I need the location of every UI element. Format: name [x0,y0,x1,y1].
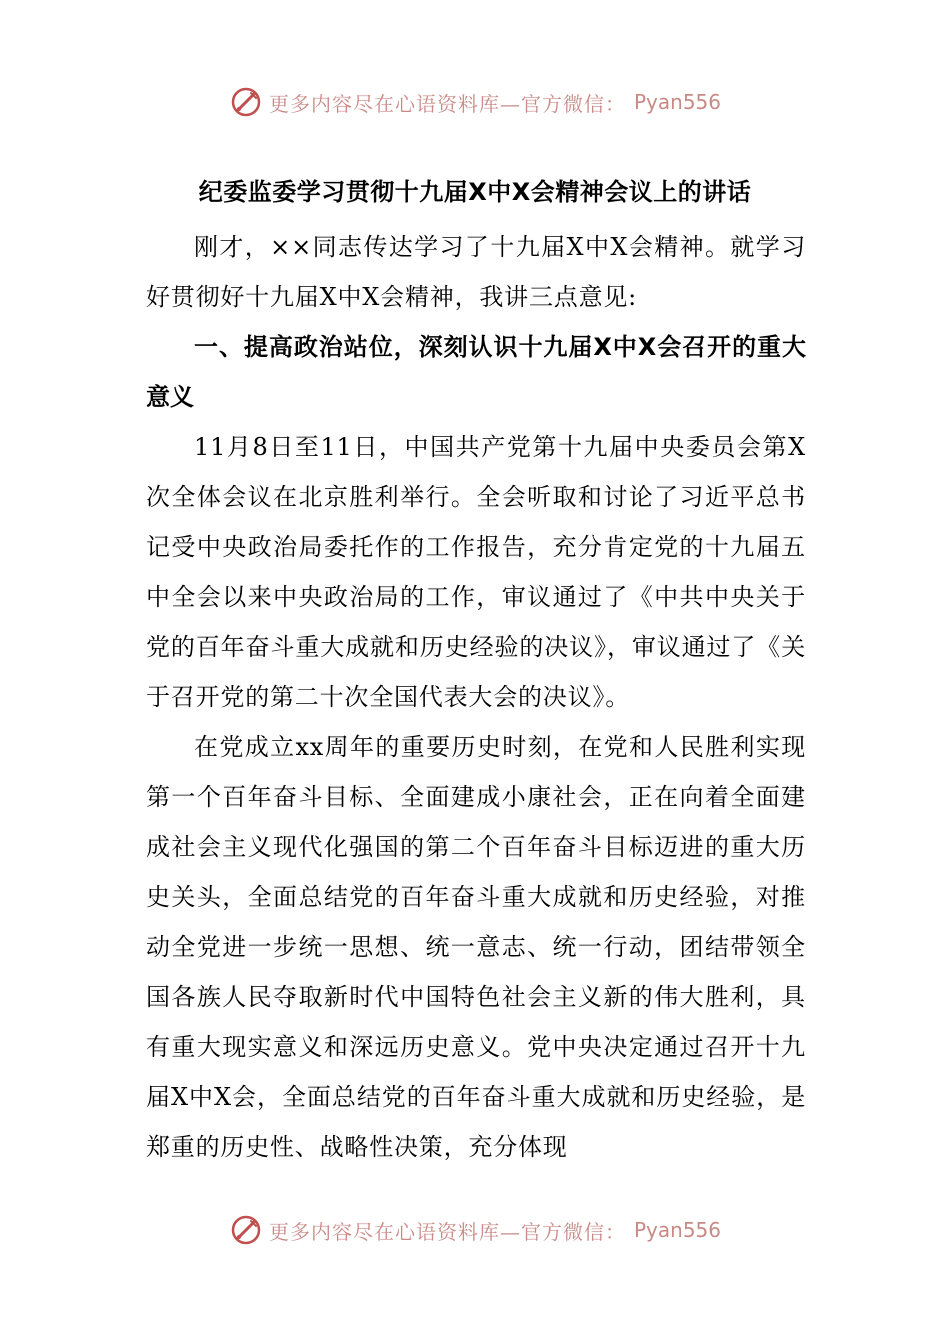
document-body [146,222,806,1172]
watermark-text: 更多内容尽在心语资料库—官方微信： [268,91,626,116]
watermark-wechat-id: Pyan556 [633,1218,721,1242]
watermark-wechat-id: Pyan556 [633,90,721,114]
document-title: 纪委监委学习贯彻十九届X中X会精神会议上的讲话 [198,178,752,206]
watermark-text: 更多内容尽在心语资料库—官方微信： [268,1219,626,1244]
footer-watermark [0,1210,950,1250]
pen-logo-icon [229,1213,263,1247]
body-paragraph-2: 在党成立xx周年的重要历史时刻，在党和人民胜利实现第一个百年奋斗目标、全面建成小康社会，正在向着全面建成社会主义现代化强国的第二个百年奋斗目标迈进的重大历史关头，全面总结党的百年奋斗重大成就和历史经验，对推动全党进一步统一思想、统一意志、统一行动，团结带领全国各族人民夺取新时代中国特色社会主义新的伟大胜利，具有重大现实意义和深远历史意义。党中央决定通过召开十九届X中X会，全面总结党的百年奋斗重大成就和历史经验，是郑重的历史性、战略性决策，充分体现 [146,733,806,1161]
pen-logo-icon [229,85,263,119]
body-paragraph-1: 11月8日至11日，中国共产党第十九届中央委员会第X次全体会议在北京胜利举行。全会听取和讨论了习近平总书记受中央政治局委托作的工作报告，充分肯定党的十九届五中全会以来中央政治局的工作，审议通过了《中共中央关于党的百年奋斗重大成就和历史经验的决议》，审议通过了《关于召开党的第二十次全国代表大会的决议》。 [146,433,806,711]
intro-paragraph: 刚才，××同志传达学习了十九届X中X会精神。就学习好贯彻好十九届X中X会精神，我讲三点意见: [146,233,806,311]
section-heading-1: 一、提高政治站位，深刻认识十九届X中X会召开的重大意义 [146,333,806,411]
header-watermark [0,82,950,122]
